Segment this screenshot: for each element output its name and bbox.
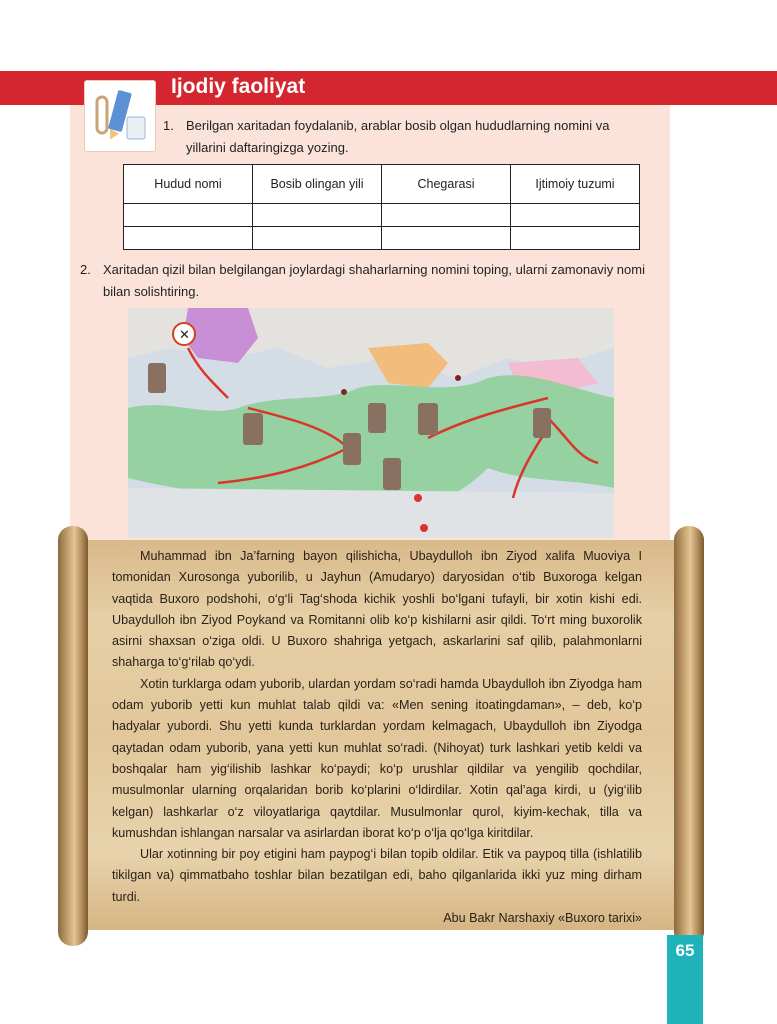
task-2-number: 2.	[80, 262, 91, 277]
table-header-cell: Bosib olingan yili	[253, 165, 382, 204]
table-cell	[511, 227, 640, 250]
table-header-row	[124, 165, 640, 204]
page-number-tab	[667, 935, 703, 1024]
task-2-text: Xaritadan qizil bilan belgilangan joylardagi shaharlarning nomini toping, ularni zamonaviy nomi bilan solishtiring.	[103, 262, 645, 299]
table-header-cell: Hudud nomi	[124, 165, 253, 204]
table-row	[124, 204, 640, 227]
table-row	[124, 227, 640, 250]
table-cell	[124, 227, 253, 250]
scroll-roll-right	[674, 526, 704, 946]
task-2	[80, 259, 660, 303]
arab-conquest-map	[128, 308, 614, 538]
historical-passage	[112, 546, 642, 929]
creative-activity-icon	[84, 80, 156, 152]
scroll-roll-left	[58, 526, 88, 946]
table-cell	[511, 204, 640, 227]
table-cell	[382, 204, 511, 227]
table-cell	[382, 227, 511, 250]
table-cell	[253, 227, 382, 250]
passage-paragraph: Ular xotinning bir poy etigini ham paypog‘i bilan topib oldilar. Etik va paypoq tilla (ishlatilib tikilgan va) qimmatbaho toshlar bilan bezatilgan edi, baho qilganlarida ikki yuz ming dirham turdi.	[112, 847, 642, 904]
table-header-cell: Chegarasi	[382, 165, 511, 204]
table-cell	[253, 204, 382, 227]
page-number: 65	[675, 941, 695, 960]
passage-paragraph: Muhammad ibn Ja’farning bayon qilishicha, Ubaydulloh ibn Ziyod xalifa Muoviya I tomonidan Xurosonga yuborilib, u Jayhun (Amudaryo) daryosidan o‘tib Buxoroga kelgan vaqtida Buxoro podshohi, o‘g‘li Tag‘shoda kichik yoshli bo‘lgani tufayli, bir xotin kishi edi. Ubaydulloh ibn Ziyod Poykand va Romitanni olib ko‘p kishilarni asir qildi. To‘rt ming buxorolik asirni shaxsan o‘ziga oldi. U Buxoro shahriga yetgach, askarlarini saf qilib, palahmonlarni shaharga to‘g‘rilab qo‘ydi.	[112, 549, 642, 670]
passage-source: Abu Bakr Narshaxiy «Buxoro tarixi»	[443, 911, 642, 926]
task-1-number: 1.	[163, 118, 174, 133]
task-1	[163, 115, 643, 159]
answer-table	[123, 164, 640, 250]
section-title: Ijodiy faoliyat	[171, 75, 306, 98]
svg-text:✕: ✕	[179, 328, 190, 343]
table-header-cell: Ijtimoiy tuzumi	[511, 165, 640, 204]
passage-paragraph: Xotin turklarga odam yuborib, ulardan yordam so‘radi hamda Ubaydulloh ibn Ziyodga ham odam yuborib yetti kun muhlat talab qildi va: «Men sening itoatingdaman», – deb, ko‘p hadyalar yubordi. Shu yetti kunda turklardan yordam kelmagach, Ubaydulloh ibn Ziyodga qaytadan odam yuborib, yana yetti kun muhlat so‘radi. (Nihoyat) turk lashkari yetib keldi va boshqalar ham yig‘ilishib lashkar ko‘paydi; ko‘p urushlar qildilar va yengilib qochdilar, musulmonlar ularning orqalaridan borib ko‘plarini o‘ldirdilar. Xotin qal’aga kirdi, u (yig‘ilib kelgan) lashkarlar o‘z viloyatlariga qaytdilar. Musulmonlar qurol, kiyim-kechak, tilla va kumushdan ishlangan narsalar va asirlardan iborat ko‘p o‘lja qo‘lga kiritdilar.	[112, 676, 642, 840]
task-1-text: Berilgan xaritadan foydalanib, arablar bosib olgan hududlarning nomini va yillarini daftaringizga yozing.	[186, 118, 610, 155]
table-cell	[124, 204, 253, 227]
